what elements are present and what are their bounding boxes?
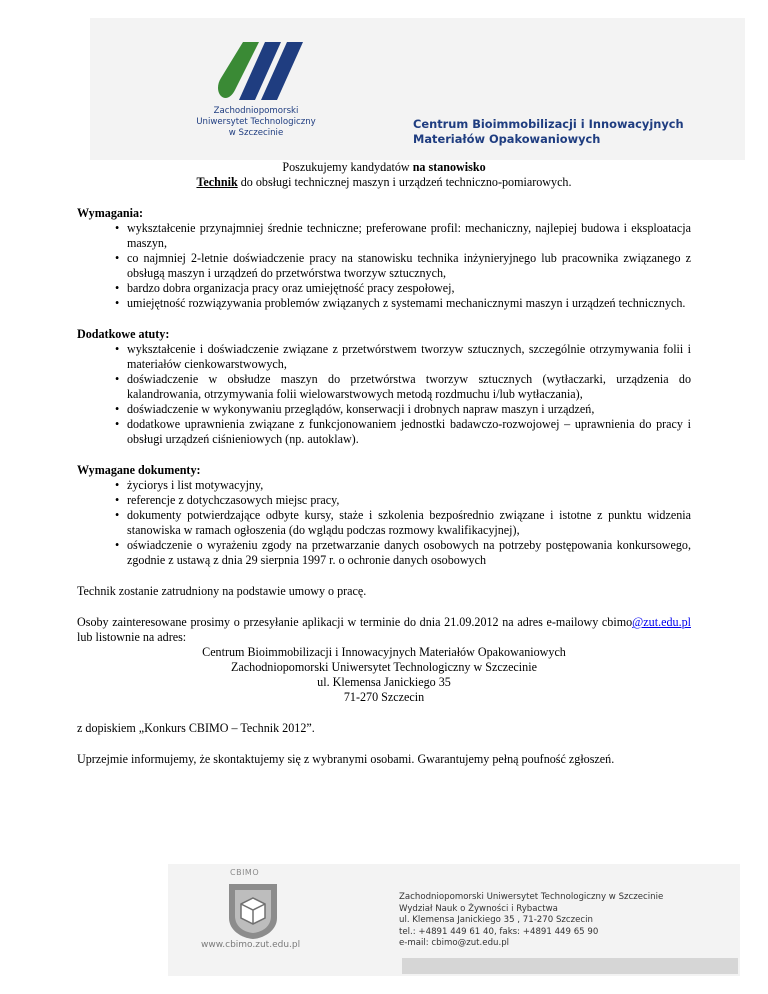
footer-address-line: tel.: +4891 449 61 40, faks: +4891 449 65 90: [399, 926, 599, 937]
requirements-title: Wymagania:: [77, 206, 144, 220]
cbimo-label: CBIMO: [230, 868, 260, 877]
position-heading: [77, 160, 691, 190]
employment-note: Technik zostanie zatrudniony na podstawie umowy o pracę.: [77, 584, 367, 598]
closing-statement: Uprzejmie informujemy, że skontaktujemy się z wybranymi osobami. Gwarantujemy pełną poufność zgłoszeń.: [77, 752, 615, 766]
assets-title: Dodatkowe atuty:: [77, 327, 170, 341]
list-item: • doświadczenie w wykonywaniu przeglądów, konserwacji i drobnych napraw maszyn i urządzeń,: [77, 402, 691, 417]
footer-address: [399, 892, 663, 950]
footer-bar: [402, 958, 738, 974]
list-item: • bardzo dobra organizacja pracy oraz umiejętność pracy zespołowej,: [77, 281, 691, 296]
centre-name: [413, 117, 684, 147]
intro-bold-text: na stanowisko: [412, 160, 486, 174]
centre-name-line: Materiałów Opakowaniowych: [413, 132, 601, 146]
university-name-line: Zachodniopomorski: [213, 106, 299, 116]
assets-list: [77, 342, 691, 447]
list-item: • doświadczenie w obsłudze maszyn do przetwórstwa tworzyw sztucznych (wytłaczarki, urządzenia do kalandrowania, otrzymywania folii wielowarstwowych metodą rozdmuchu i/lub wytłaczania),: [77, 372, 691, 402]
position-title: Technik: [196, 175, 238, 189]
address-line: ul. Klemensa Janickiego 35: [317, 675, 451, 689]
mailing-address: [77, 645, 691, 705]
list-item: • wykształcenie i doświadczenie związane z przetwórstwem tworzyw sztucznych, szczególnie otrzymywania folii i materiałów cienkowarstwowych,: [77, 342, 691, 372]
list-item: • oświadczenie o wyrażeniu zgody na przetwarzanie danych osobowych na potrzeby postępowania konkursowego, zgodnie z ustawą z dnia 29 sierpnia 1997 r. o ochronie danych osobowych: [77, 538, 691, 568]
requirements-list: [77, 221, 691, 311]
university-name-line: Uniwersytet Technologiczny: [196, 117, 316, 127]
intro-line-1: [77, 160, 691, 175]
address-line: Zachodniopomorski Uniwersytet Technologiczny w Szczecinie: [231, 660, 537, 674]
email-link[interactable]: @zut.edu.pl: [632, 615, 691, 629]
cbimo-logo-icon: [225, 882, 281, 940]
footer-address-line: e-mail: cbimo@zut.edu.pl: [399, 938, 510, 948]
job-posting: [77, 160, 691, 767]
list-item: • referencje z dotychczasowych miejsc pracy,: [77, 493, 691, 508]
application-text-end: lub listownie na adres:: [77, 630, 187, 644]
university-logo-icon: [215, 38, 315, 104]
documents-title: Wymagane dokumenty:: [77, 463, 201, 477]
list-item: • dokumenty potwierdzające odbyte kursy, staże i szkolenia bezpośrednio związane i istotne z punktu widzenia stanowiska w ramach ogłoszenia (do wglądu podczas rozmowy kwalifikacyjnej),: [77, 508, 691, 538]
documents-list: [77, 478, 691, 568]
list-item: • życiorys i list motywacyjny,: [77, 478, 691, 493]
list-item: • umiejętność rozwiązywania problemów związanych z systemami mechanicznymi maszyn i urządzeń technicznych.: [77, 296, 691, 311]
intro-line-2: [77, 175, 691, 190]
cbimo-website: www.cbimo.zut.edu.pl: [201, 940, 301, 950]
subject-note: z dopiskiem „Konkurs CBIMO – Technik 2012”.: [77, 721, 315, 735]
application-text: Osoby zainteresowane prosimy o przesyłanie aplikacji w terminie do dnia 21.09.2012 na adres e-mailowy cbimo: [77, 615, 633, 629]
intro-text: Poszukujemy kandydatów: [282, 160, 413, 174]
centre-name-line: Centrum Bioimmobilizacji i Innowacyjnych: [413, 117, 684, 131]
list-item: • co najmniej 2-letnie doświadczenie pracy na stanowisku technika inżynieryjnego lub pracownika związanego z obsługą maszyn i urządzeń do przetwórstwa tworzyw sztucznych,: [77, 251, 691, 281]
footer-address-line: ul. Klemensa Janickiego 35 , 71-270 Szczecin: [399, 915, 593, 925]
list-item: • wykształcenie przynajmniej średnie techniczne; preferowane profil: mechaniczny, najlepiej budowa i eksploatacja maszyn,: [77, 221, 691, 251]
list-item: • dodatkowe uprawnienia związane z funkcjonowaniem jednostki badawczo-rozwojowej – uprawnienia do pracy i obsługi urządzeń ciśnieniowych (np. autoklaw).: [77, 417, 691, 447]
university-name-line: w Szczecinie: [228, 128, 284, 138]
address-line: Centrum Bioimmobilizacji i Innowacyjnych Materiałów Opakowaniowych: [202, 645, 566, 659]
university-name: [176, 106, 336, 139]
footer-address-line: Wydział Nauk o Żywności i Rybactwa: [399, 903, 558, 914]
application-instructions: [77, 615, 691, 645]
address-line: 71-270 Szczecin: [343, 690, 425, 704]
footer-address-line: Zachodniopomorski Uniwersytet Technologiczny w Szczecinie: [399, 892, 664, 902]
position-description: do obsługi technicznej maszyn i urządzeń techniczno-pomiarowych.: [237, 175, 572, 189]
